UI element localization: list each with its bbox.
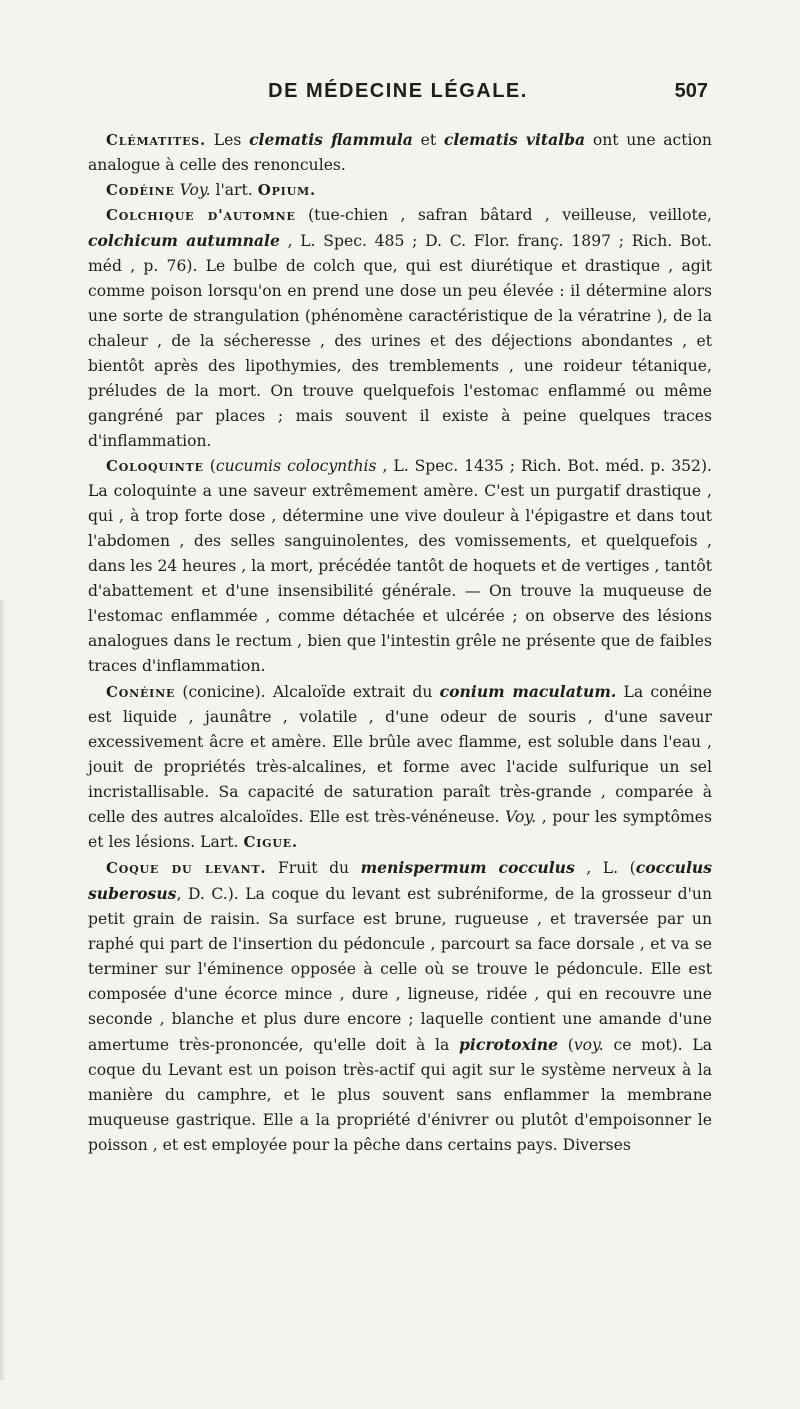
body-text xyxy=(88,127,712,1158)
entry-text: et xyxy=(412,131,444,149)
cross-reference-target: Opium. xyxy=(257,181,316,199)
page-header xyxy=(88,80,708,110)
cross-reference: voy. xyxy=(573,1036,604,1054)
entry-text: , L. Spec. 1435 ; Rich. Bot. méd. p. 352). La coloquinte a une saveur extrêmement amère. C'est un purgatif drastique , qui , à trop forte dose , détermine une vive douleur à l'épigastre et dans tout l'abdomen , des selles sanguinolentes, des vomissements, et quelquefois , dans les 24 heures , la mort, précédée tantôt de hoquets et de vertiges , tantôt d'abattement et d'une insensibilité générale. — On trouve la muqueuse de l'estomac enflammée , comme détachée et ulcérée ; on observe des lésions analogues dans le rectum , bien que l'intestin grêle ne présente que de faibles traces d'inflammation. xyxy=(88,457,713,675)
entry-text: (tue-chien , safran bâtard , veilleuse, veillote, xyxy=(295,206,712,224)
entry-coneine xyxy=(88,679,712,855)
entry-text: La conéine est liquide , jaunâtre , volatile , d'une odeur de souris , d'une saveur excessivement âcre et amère. Elle brûle avec flamme, est soluble dans l'eau , jouit de propriétés très-alcalines, et forme avec l'acide sulfurique un sel incristallisable. Sa capacité de saturation paraît très-grande , comparée à celle des autres alcaloïdes. Elle est très-vénéneuse. xyxy=(88,683,713,826)
latin-name: cucumis colocynthis xyxy=(215,457,377,475)
entry-coque-du-levant xyxy=(88,855,712,1158)
latin-name: picrotoxine xyxy=(459,1035,559,1054)
entry-text: , D. C.). La coque du levant est subréniforme, de la grosseur d'un petit grain de raisin. Sa surface est brune, rugueuse , et traversée par un raphé qui part de l'insertion du pédoncule , parcourt sa face dorsale , et va se terminer sur l'éminence opposée à celle où se trouve le pédoncule. Elle est composée d'une écorce mince , dure , ligneuse, ridée , qui en recouvre une seconde , blanche et plus dure encore ; laquelle contient une amande d'une amertume très-prononcée, qu'elle doit à la xyxy=(88,885,712,1054)
cross-reference-target: Cigue. xyxy=(243,833,298,851)
entry-colchique xyxy=(88,203,712,454)
entry-text: ( xyxy=(558,1036,574,1054)
entry-text: (conicine). Alcaloïde extrait du xyxy=(175,683,440,701)
entry-text: ( xyxy=(203,457,216,475)
entry-codeine xyxy=(88,178,712,203)
page-number: 507 xyxy=(674,80,708,102)
entry-coloquinte xyxy=(88,454,712,679)
entry-text: l'art. xyxy=(210,181,258,199)
entry-text: Fruit du xyxy=(266,859,361,877)
latin-name: cocculus suberosus xyxy=(88,858,712,903)
entry-text: ce mot). La coque du Levant est un poison très-actif qui agit sur le système nerveux à la manière du camphre, et le plus souvent sans enflammer la membrane muqueuse gastrique. Elle a la propriété d'énivrer ou plutôt d'empoisonner le poisson , et est employée pour la pêche dans certains pays. Diverses xyxy=(88,1036,713,1154)
latin-name: colchicum autumnale xyxy=(88,231,280,250)
cross-reference: Voy. xyxy=(505,808,537,826)
latin-name: menispermum cocculus xyxy=(360,858,575,877)
latin-name: clematis vitalba xyxy=(443,130,586,149)
entry-text: Les xyxy=(206,131,250,149)
headword: Coque du levant. xyxy=(106,859,267,877)
entry-clematites xyxy=(88,127,712,178)
entry-text: , L. ( xyxy=(574,859,636,877)
entry-text: ont une action analogue à celle des renoncules. xyxy=(88,131,712,174)
entry-text: , L. Spec. 485 ; D. C. Flor. franç. 1897 ; Rich. Bot. méd , p. 76). Le bulbe de colch que, qui est diurétique et drastique , agit comme poison lorsqu'on en prend une dose un peu élevée : il détermine alors une sorte de strangulation (phénomène caractéristique de la vératrine ), de la chaleur , de la sécheresse , des urines et des déjections abondantes , et bientôt après des lipothymies, des tremblements , une roideur tétanique, préludes de la mort. On trouve quelquefois l'estomac enflammé ou même gangréné par places ; mais souvent il existe à peine quelques traces d'inflammation. xyxy=(88,232,712,450)
headword: Conéine xyxy=(106,683,176,701)
headword: Codéine xyxy=(106,181,175,199)
entry-text: , pour les symptômes et les lésions. Lart. xyxy=(88,808,712,851)
headword: Colchique d'automne xyxy=(106,206,296,224)
running-title: DE MÉDECINE LÉGALE. xyxy=(268,80,528,102)
cross-reference: Voy. xyxy=(179,181,211,199)
latin-name: clematis flammula xyxy=(249,130,413,149)
headword: Coloquinte xyxy=(106,457,204,475)
latin-name: conium maculatum. xyxy=(439,682,617,701)
headword: Clématites. xyxy=(106,131,207,149)
page-edge-shadow xyxy=(0,600,6,1380)
